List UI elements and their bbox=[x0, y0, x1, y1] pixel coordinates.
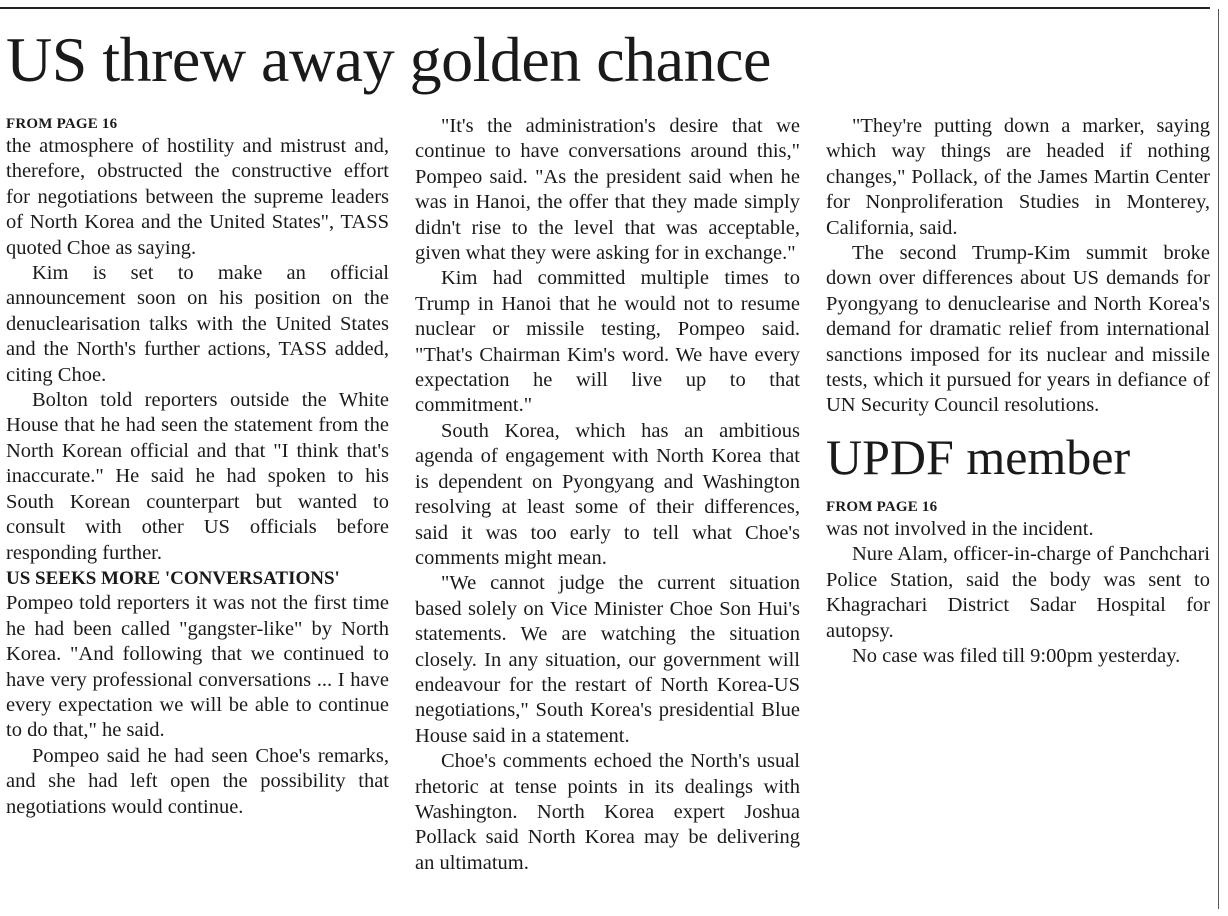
kicker: FROM PAGE 16 bbox=[826, 498, 938, 515]
paragraph: No case was filed till 9:00pm yesterday. bbox=[852, 644, 1181, 667]
column-rule bbox=[1218, 9, 1219, 909]
paragraph: Kim had committed multiple times to Trump in Hanoi that he would not to resume nuclear or missile testing, Pompeo said. "That's Chairman Kim's word. We have every expectation he will live up to that commitment." bbox=[415, 267, 800, 417]
paragraph: "They're putting down a marker, saying which way things are headed if nothing changes," Pollack, of the James Martin Center for Nonproliferation Studies in Monterey, California, said. bbox=[826, 115, 1210, 239]
paragraph: The second Trump-Kim summit broke down over differences about US demands for Pyongyang to denuclearise and North Korea's demand for dramatic relief from international sanctions imposed for its nuclear and missile tests, which it pursued for years in defiance of UN Security Council resolutions. bbox=[826, 242, 1210, 417]
paragraph: Nure Alam, officer-in-charge of Panchchari Police Station, said the body was sent to Khagrachari District Sadar Hospital for autopsy. bbox=[826, 543, 1210, 642]
paragraph: Pompeo said he had seen Choe's remarks, and she had left open the possibility that negotiations would continue. bbox=[6, 744, 389, 818]
paragraph: South Korea, which has an ambitious agenda of engagement with North Korea that is dependent on Pyongyang and Washington resolving at least some of their differences, said it was too early to tell what Choe's comments might mean. bbox=[415, 419, 800, 569]
column-1 bbox=[6, 114, 389, 820]
paragraph: the atmosphere of hostility and mistrust and, therefore, obstructed the constructive effort for negotiations between the supreme leaders of North Korea and the United States", TASS quoted Choe as saying. bbox=[6, 135, 389, 259]
paragraph: Bolton told reporters outside the White House that he had seen the statement from the North Korean official and that "I think that's inaccurate." He said he had spoken to his South Korean counterpart but wanted to consult with other US officials before responding further. bbox=[6, 389, 389, 564]
paragraph: Choe's comments echoed the North's usual rhetoric at tense points in its dealings with Washington. North Korea expert Joshua Pollack said North Korea may be delivering an ultimatum. bbox=[415, 750, 800, 874]
paragraph: "We cannot judge the current situation based solely on Vice Minister Choe Son Hui's statements. We are watching the situation closely. In any situation, our government will endeavour for the restart of North Korea-US negotiations," South Korea's presidential Blue House said in a statement. bbox=[415, 572, 800, 747]
subheading: US SEEKS MORE 'CONVERSATIONS' bbox=[6, 567, 340, 589]
column-3 bbox=[826, 114, 1210, 669]
paragraph: Kim is set to make an official announcement soon on his position on the denuclearisation talks with the United States and the North's further actions, TASS added, citing Choe. bbox=[6, 262, 389, 386]
paragraph: Pompeo told reporters it was not the first time he had been called "gangster-like" by North Korea. "And following that we continued to have very professional conversations ... I have every expectation we will be able to continue to do that," he said. bbox=[6, 592, 389, 742]
paragraph: "It's the administration's desire that we continue to have conversations around this," Pompeo said. "As the president said when he was in Hanoi, the offer that they made simply didn't rise to the level that was acceptable, given what they were asking for in exchange." bbox=[415, 115, 800, 265]
kicker: FROM PAGE 16 bbox=[6, 116, 118, 132]
headline: US threw away golden chance bbox=[6, 24, 771, 95]
top-rule bbox=[0, 7, 1210, 9]
second-headline: UPDF member bbox=[826, 428, 1131, 485]
column-2 bbox=[415, 114, 800, 876]
paragraph: was not involved in the incident. bbox=[826, 517, 1094, 540]
